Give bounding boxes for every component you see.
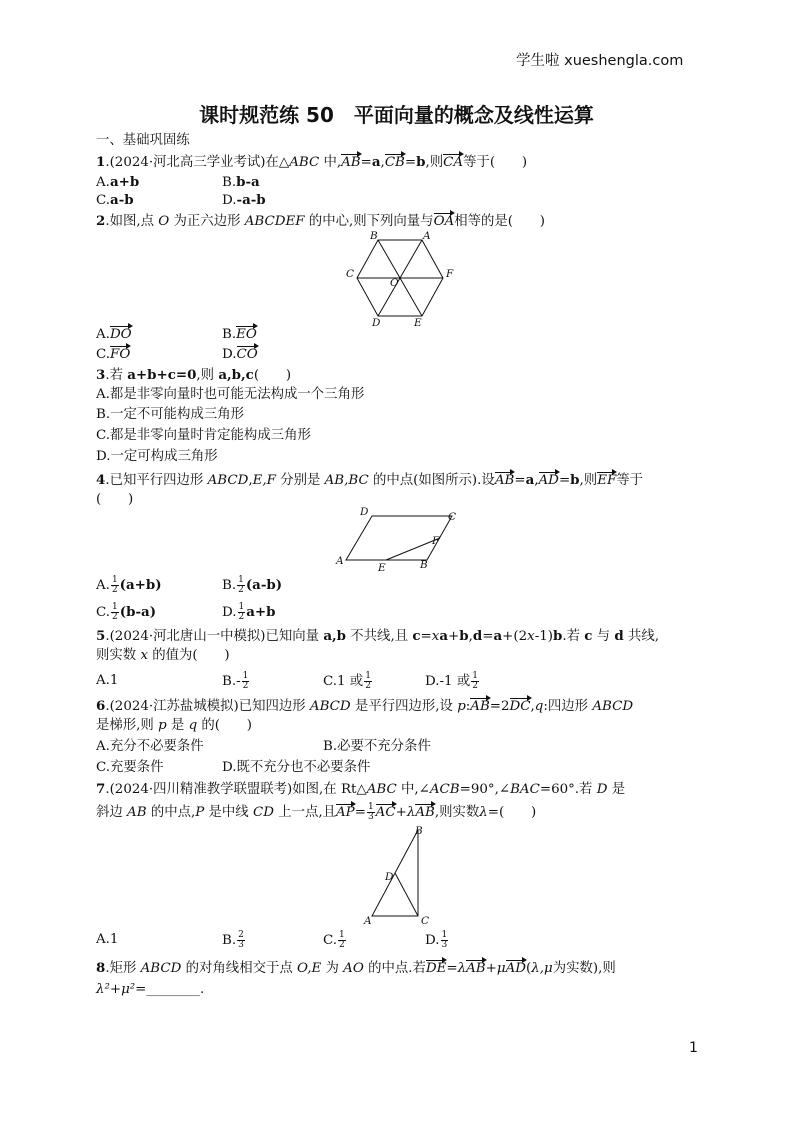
- q1-option-a: A.a+b: [96, 174, 140, 190]
- q5-option-b: B.- $\frac{1}{2}$: [222, 671, 249, 691]
- question-8-stem: 8.矩形 ABCD 的对角线相交于点 O,E 为 AO 的中点.若DE=λAB+μAD(λ,μ为实数),则: [96, 960, 616, 976]
- q3-option-d: D.一定可构成三角形: [96, 449, 218, 464]
- hex-label-d: D: [372, 317, 381, 326]
- q7-option-d: D. $\frac{1}{3}$: [425, 930, 448, 950]
- para-label-d: D: [360, 506, 369, 518]
- question-6-stem-2: 是梯形,则 p 是 q 的( ): [96, 718, 253, 733]
- hex-label-b: B: [370, 230, 378, 242]
- page-number: 1: [689, 1040, 698, 1056]
- hex-label-f: F: [446, 268, 454, 280]
- tri-label-a: A: [364, 915, 372, 927]
- vector-ca: CA: [443, 155, 464, 170]
- question-5-stem-2: 则实数 x 的值为( ): [96, 648, 230, 663]
- para-label-f: F: [432, 535, 440, 547]
- para-label-e: E: [378, 562, 386, 574]
- hex-label-o: O: [390, 277, 399, 289]
- q7-option-c: C. $\frac{1}{2}$: [323, 930, 345, 950]
- q5-option-d: D.-1 或 $\frac{1}{2}$: [425, 671, 478, 691]
- q2-option-a: A.DO: [96, 327, 132, 342]
- q4-option-c: C. $\frac{1}{2}$ (b-a): [96, 602, 157, 622]
- q2-option-c: C.FO: [96, 347, 131, 362]
- question-2-stem: 2.如图,点 O 为正六边形 ABCDEF 的中心,则下列向量与OA相等的是( ): [96, 213, 546, 229]
- question-6-stem: 6.(2024·江苏盐城模拟)已知四边形 ABCD 是平行四边形,设 p:AB=2DC,q:四边形 ABCD: [96, 698, 634, 714]
- question-5-stem: 5.(2024·河北唐山一中模拟)已知向量 a,b 不共线,且 c=xa+b,d=a+(2x-1)b.若 c 与 d 共线,: [96, 628, 659, 644]
- vector-ab: AB: [341, 155, 361, 170]
- question-4-stem: 4.已知平行四边形 ABCD,E,F 分别是 AB,BC 的中点(如图所示).设AB=a,AD=b,则EF等于: [96, 472, 644, 488]
- question-1-stem: 1.(2024·河北高三学业考试)在△ABC 中,AB=a,CB=b,则CA等于( ): [96, 154, 528, 170]
- q6-option-b: B.必要不充分条件: [323, 739, 431, 754]
- triangle-figure: [360, 820, 440, 930]
- hex-label-a: A: [423, 230, 431, 242]
- q2-option-b: B.EO: [222, 327, 257, 342]
- vector-oa: OA: [433, 214, 455, 229]
- q1-option-d: D.-a-b: [222, 192, 266, 208]
- q4-option-d: D. $\frac{1}{2}$ a+b: [222, 602, 276, 622]
- q2-option-d: D.CO: [222, 347, 258, 362]
- q6-option-c: C.充要条件: [96, 760, 164, 775]
- q1-option-c: C.a-b: [96, 192, 134, 208]
- question-7-stem: 7.(2024·四川精准教学联盟联考)如图,在 Rt△ABC 中,∠ACB=90°,∠BAC=60°.若 D 是: [96, 781, 626, 797]
- tri-label-b: B: [415, 825, 423, 837]
- tri-label-d: D: [385, 871, 394, 883]
- hex-label-e: E: [414, 317, 422, 326]
- q6-option-a: A.充分不必要条件: [96, 739, 204, 754]
- page-title: 课时规范练 50 平面向量的概念及线性运算: [199, 103, 594, 127]
- para-label-c: C: [448, 511, 457, 523]
- answer-blank: ________: [146, 982, 200, 997]
- q4-option-a: A. $\frac{1}{2}$ (a+b): [96, 575, 162, 595]
- hex-label-c: C: [346, 268, 355, 280]
- q3-option-a: A.都是非零向量时也可能无法构成一个三角形: [96, 387, 365, 402]
- tri-label-c: C: [421, 915, 430, 927]
- q7-option-a: A.1: [96, 932, 119, 947]
- para-label-b: B: [420, 559, 428, 571]
- para-label-a: A: [336, 555, 344, 567]
- question-7-stem-2: 斜边 AB 的中点,P 是中线 CD 上一点,且AP= $\frac{1}{3}$ AC+λAB,则实数λ=( ): [96, 802, 537, 822]
- q4-paren: ( ): [96, 492, 134, 507]
- q6-option-d: D.既不充分也不必要条件: [222, 760, 371, 775]
- vector-cb: CB: [384, 155, 405, 170]
- q7-option-b: B. $\frac{2}{3}$: [222, 930, 244, 950]
- q4-option-b: B. $\frac{1}{2}$ (a-b): [222, 575, 283, 595]
- watermark: 学生啦 xueshengla.com: [516, 53, 684, 69]
- q1-option-b: B.b-a: [222, 174, 260, 190]
- q3-option-b: B.一定不可能构成三角形: [96, 407, 245, 422]
- q5-option-c: C.1 或 $\frac{1}{2}$: [323, 671, 371, 691]
- q3-option-c: C.都是非零向量时肯定能构成三角形: [96, 428, 311, 443]
- parallelogram-figure: [332, 506, 462, 574]
- question-3-stem: 3.若 a+b+c=0,则 a,b,c( ): [96, 367, 292, 383]
- hexagon-figure: [342, 228, 462, 326]
- section-heading: 一、基础巩固练: [96, 133, 190, 148]
- q5-option-a: A.1: [96, 673, 119, 688]
- question-8-stem-2: λ²+μ²=________.: [96, 982, 205, 997]
